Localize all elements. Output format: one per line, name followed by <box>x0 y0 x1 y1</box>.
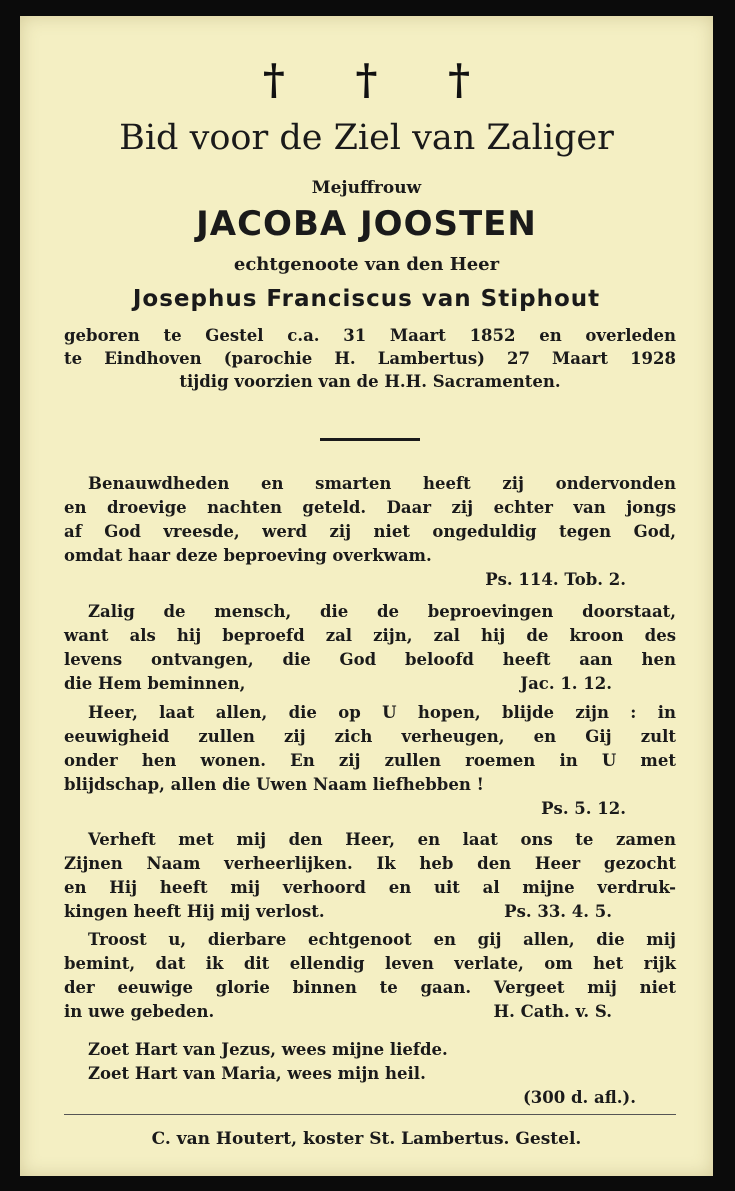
verse-line: eeuwigheid zullen zij zich verheugen, en Gij zult <box>64 727 676 746</box>
verse-line: Troost u, dierbare echtgenoot en gij allen, die mij <box>88 930 676 949</box>
verse-reference: H. Cath. v. S. <box>493 1002 612 1021</box>
honorific: Mejuffrouw <box>311 178 422 198</box>
verse-line: en droevige nachten geteld. Daar zij echter van jongs <box>64 498 676 517</box>
verse-line: Verheft met mij den Heer, en laat ons te zamen <box>88 830 676 849</box>
verse-line: Zijnen Naam verheerlijken. Ik heb den Heer gezocht <box>64 854 676 873</box>
verse-reference: Ps. 5. 12. <box>541 799 626 818</box>
verse-line: want als hij beproefd zal zijn, zal hij de kroon des <box>64 626 676 645</box>
footer-rule <box>64 1114 676 1115</box>
bio-line-death: te Eindhoven (parochie H. Lambertus) 27 Maart 1928 <box>64 349 676 368</box>
verse-5 <box>64 928 676 1024</box>
verse-line: Zalig de mensch, die de beproevingen doorstaat, <box>88 602 676 621</box>
verse-line: en Hij heeft mij verhoord en uit al mijne verdruk- <box>64 878 676 897</box>
verse-reference: Ps. 33. 4. 5. <box>504 902 612 921</box>
biography <box>64 324 676 393</box>
three-crosses-icon: † † † <box>262 55 499 104</box>
verse-reference: Jac. 1. 12. <box>520 674 612 693</box>
verse-line: Benauwdheden en smarten heeft zij ondervonden <box>88 474 676 493</box>
prayer-line: Zoet Hart van Jezus, wees mijne liefde. <box>88 1040 448 1059</box>
verse-line: onder hen wonen. En zij zullen roemen in U met <box>64 751 676 770</box>
verse-line <box>64 1000 676 1024</box>
verse-line: Heer, laat allen, die op U hopen, blijde zijn : in <box>88 703 676 722</box>
verse-line: levens ontvangen, die God beloofd heeft aan hen <box>64 650 676 669</box>
verse-2 <box>64 600 676 696</box>
verse-line: blijdschap, allen die Uwen Naam liefhebben ! <box>64 775 484 794</box>
verse-line: bemint, dat ik dit ellendig leven verlate, om het rijk <box>64 954 676 973</box>
verse-4 <box>64 828 676 924</box>
prayers <box>64 1038 676 1110</box>
verse-line: omdat haar deze beproeving overkwam. <box>64 546 432 565</box>
verse-line-text: in uwe gebeden. <box>64 1002 215 1021</box>
verse-line <box>64 672 676 696</box>
printer-credit: C. van Houtert, koster St. Lambertus. Gestel. <box>151 1129 582 1149</box>
bio-line-birth: geboren te Gestel c.a. 31 Maart 1852 en overleden <box>64 326 676 345</box>
spouse-label: echtgenoote van den Heer <box>233 254 500 275</box>
memorial-card <box>20 16 713 1176</box>
verse-line-text: die Hem beminnen, <box>64 674 246 693</box>
verse-line <box>64 900 676 924</box>
card-title: Bid voor de Ziel van Zaliger <box>119 118 614 158</box>
spouse-name: Josephus Franciscus van Stiphout <box>132 286 601 312</box>
verse-1 <box>64 472 676 592</box>
verse-3 <box>64 701 676 821</box>
verse-line: der eeuwige glorie binnen te gaan. Vergeet mij niet <box>64 978 676 997</box>
prayer-line: Zoet Hart van Maria, wees mijn heil. <box>88 1064 426 1083</box>
indulgence-note: (300 d. afl.). <box>522 1088 636 1107</box>
verse-line-text: kingen heeft Hij mij verlost. <box>64 902 325 921</box>
verse-reference: Ps. 114. Tob. 2. <box>485 570 626 589</box>
divider <box>320 438 420 441</box>
deceased-name: JACOBA JOOSTEN <box>196 204 537 244</box>
bio-line-sacraments: tijdig voorzien van de H.H. Sacramenten. <box>179 372 561 391</box>
verse-line: af God vreesde, werd zij niet ongeduldig tegen God, <box>64 522 676 541</box>
